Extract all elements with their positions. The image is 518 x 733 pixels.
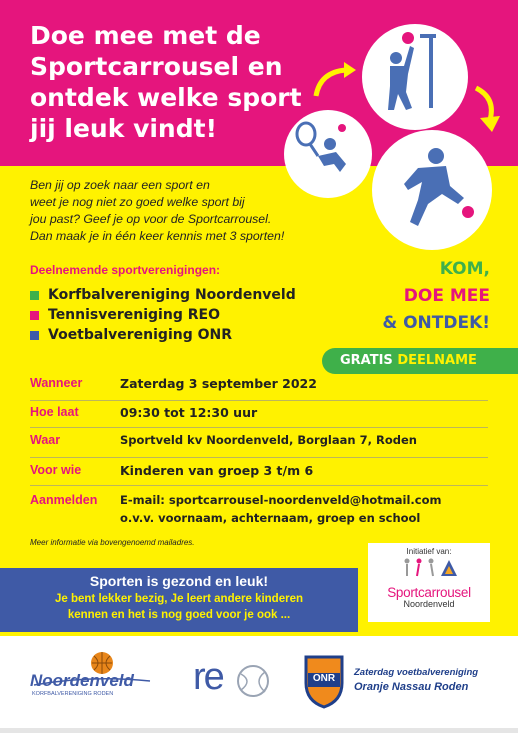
- reo-logo: [193, 656, 271, 704]
- headline-line: jij leuk vindt!: [30, 114, 217, 143]
- free-entry-badge: [322, 348, 518, 374]
- initiative-sub: Noordenveld: [403, 599, 455, 609]
- detail-value: 09:30 tot 12:30 uur: [120, 405, 258, 420]
- detail-value: Zaterdag 3 september 2022: [120, 376, 317, 391]
- detail-label: Hoe laat: [30, 405, 79, 419]
- initiative-label: Initiatief van:: [406, 547, 452, 556]
- more-info-note: Meer informatie via bovengenoemd mailadres.: [30, 538, 195, 547]
- curved-arrow-icon: [466, 84, 506, 134]
- detail-row: [30, 401, 488, 428]
- club-name: Tennisvereniging REO: [48, 307, 220, 323]
- club-name: Korfbalvereniging Noordenveld: [48, 287, 296, 303]
- club-item: [30, 307, 220, 323]
- tennis-ball-icon: [237, 664, 269, 698]
- intro-text: [30, 177, 340, 245]
- health-banner: [0, 568, 358, 632]
- initiative-box: [368, 543, 490, 622]
- club-name: Voetbalvereniging ONR: [48, 327, 233, 343]
- bottom-border: [0, 728, 518, 733]
- headline-line: Sportcarrousel en: [30, 52, 283, 81]
- blue-square-icon: [30, 331, 39, 340]
- slogan: [382, 256, 490, 337]
- detail-value: E-mail: sportcarrousel-noordenveld@hotmail.com: [120, 493, 442, 507]
- detail-value-extra: o.v.v. voornaam, achternaam, groep en school: [120, 511, 421, 525]
- detail-label: Voor wie: [30, 463, 82, 477]
- detail-value: Kinderen van groep 3 t/m 6: [120, 463, 314, 478]
- detail-row: [30, 375, 488, 401]
- detail-row: [30, 486, 488, 532]
- detail-row: [30, 428, 488, 458]
- onr-wordmark: ONR: [312, 673, 336, 684]
- clubs-title: Deelnemende sportverenigingen:: [30, 263, 221, 277]
- intro-line: jou past? Geef je op voor de Sportcarrousel.: [30, 212, 272, 226]
- onr-logo: [302, 653, 502, 709]
- club-item: [30, 327, 232, 343]
- detail-value: Sportveld kv Noordenveld, Borglaan 7, Roden: [120, 433, 417, 447]
- detail-row: [30, 458, 488, 486]
- initiative-name: Sportcarrousel: [387, 585, 471, 600]
- onr-line2: Oranje Nassau Roden: [354, 681, 469, 693]
- deelname-word: DEELNAME: [397, 353, 477, 368]
- banner-line: Je bent lekker bezig, Je leert andere kinderen: [55, 593, 303, 605]
- headline: [30, 20, 310, 144]
- banner-title: Sporten is gezond en leuk!: [89, 573, 269, 589]
- noordenveld-logo: [30, 651, 156, 701]
- reo-wordmark: re: [193, 656, 223, 698]
- slogan-line: & ONTDEK!: [382, 313, 490, 333]
- headline-line: ontdek welke sport: [30, 83, 302, 112]
- noordenveld-wordmark: Noordenveld: [30, 671, 134, 690]
- korfball-icon: [362, 24, 468, 130]
- gratis-word: GRATIS: [340, 353, 393, 368]
- onr-line1: Zaterdag voetbalvereniging: [354, 667, 479, 678]
- headline-line: Doe mee met de: [30, 21, 261, 50]
- slogan-line: KOM,: [439, 259, 490, 279]
- sportcarrousel-logo-icon: [399, 556, 459, 580]
- noordenveld-sub: KORFBALVERENIGING RODEN: [32, 691, 114, 697]
- club-item: [30, 287, 296, 303]
- detail-label: Wanneer: [30, 376, 83, 390]
- green-square-icon: [30, 291, 39, 300]
- intro-line: Dan maak je in één keer kennis met 3 sporten!: [30, 229, 285, 243]
- football-icon: [372, 130, 492, 250]
- slogan-line: DOE MEE: [403, 286, 490, 306]
- detail-label: Waar: [30, 433, 61, 447]
- intro-line: weet je nog niet zo goed welke sport bij: [30, 195, 245, 209]
- intro-line: Ben jij op zoek naar een sport en: [30, 178, 210, 192]
- detail-label: Aanmelden: [30, 493, 98, 507]
- banner-line: kennen en het is nog goed voor je ook ...: [67, 609, 291, 621]
- pink-square-icon: [30, 311, 39, 320]
- curved-arrow-icon: [310, 62, 360, 102]
